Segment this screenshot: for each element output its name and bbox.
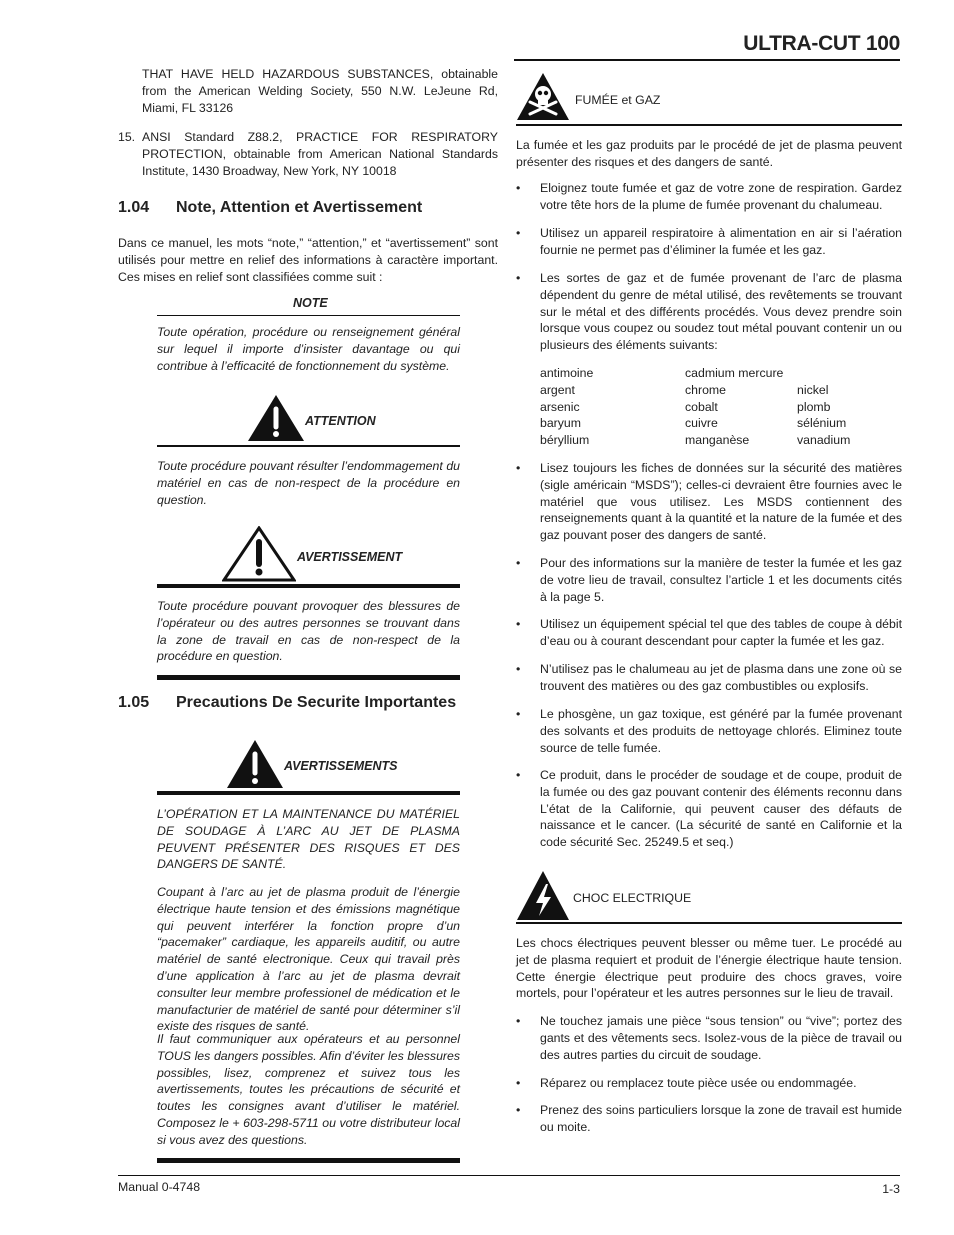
attention-text: Toute procédure pouvant résulter l’endommagement du matériel en cas de non-respect de la procédure en question. <box>157 459 460 507</box>
note-text: Toute opération, procédure ou renseignement général sur lequel il importe d’insister davantage ou qui contribue à l’efficacité de fonctionnement du système. <box>157 325 460 373</box>
bullet-glyph: • <box>516 1014 521 1028</box>
fumes-intro: La fumée et les gaz produits par le procédé de jet de plasma peuvent présenter des risques et des dangers de santé. <box>516 138 902 169</box>
list-item <box>516 1075 902 1092</box>
electric-shock-icon <box>516 870 570 922</box>
list-item <box>516 555 902 606</box>
section-title: Note, Attention et Avertissement <box>176 199 423 216</box>
bullet-text: Prenez des soins particuliers lorsque la zone de travail est humide ou moite. <box>540 1103 902 1134</box>
avertissements-paragraph-2: Coupant à l’arc au jet de plasma produit de l’énergie électrique haute tension et des émissions magnétique qui peuvent interférer la fonction propre d’un “pacemaker” cardiaque, les appareils auditif, ou autre matériel de santé electronique. Ceux qui travail près d’une application à l’arc au jet de plasma devrait consulter leur membre professionel de médication et le manufacturier de matériel de santé pour déterminer s’il existe des risques de santé. <box>157 885 460 1034</box>
reference-15-number: 15. <box>118 130 136 144</box>
warning-icon <box>247 393 305 443</box>
section-1-05-heading <box>118 694 456 712</box>
metal-name: chrome <box>685 382 727 397</box>
header-rule <box>514 59 900 61</box>
list-item <box>516 706 902 757</box>
bullet-text: Lisez toujours les fiches de données sur la sécurité des matières (sigle américain “MSDS”); celles-ci devraient être fournies avec le matériel que vous utilisez. Les MSDS contiennent des renseignements quant à la quantité et la nature de la fumée et des gaz pouvant poser des dangers de santé. <box>540 461 902 543</box>
bullet-text: Les sortes de gaz et de fumée provenant de l’arc de plasma dépendent du genre de métal utilisé, des revêtements se trouvant sur le métal et des différents procédés. Vous devez prendre soin lorsque vous coupez ou soudez tout métal pouvant contenir un ou plusieurs des éléments suivants: <box>540 271 902 353</box>
avertissements-bottom-rule <box>157 1158 460 1163</box>
bullet-glyph: • <box>516 617 521 631</box>
metal-name: cuivre <box>685 416 718 431</box>
note-rule <box>157 315 460 316</box>
metal-name <box>797 365 850 382</box>
bullet-text: Ne touchez jamais une pièce “sous tension” ou “vive”; portez des gants et des vêtements secs. Isolez-vous de la pièce de travail ou des autres parties du circuit de soudage. <box>540 1014 902 1062</box>
metals-column-1 <box>540 365 593 449</box>
shock-rule <box>516 922 902 924</box>
attention-label: ATTENTION <box>305 414 376 428</box>
section-1-04-heading <box>118 199 422 217</box>
metals-column-2 <box>685 365 783 449</box>
reference-continued: THAT HAVE HELD HAZARDOUS SUBSTANCES, obtainable from the American Welding Society, 550 N.W. LeJeune Rd, Miami, FL 33126 <box>142 67 498 115</box>
bullet-text: Utilisez un appareil respiratoire à alimentation en air si l’aération fournie ne permet pas d’éliminer la fumée et les gaz. <box>540 226 902 257</box>
shock-intro: Les chocs électriques peuvent blesser ou même tuer. Le procédé au jet de plasma requiert et produit de l’énergie électrique haute tension. Cette énergie électrique peut produire des chocs graves, voire mortels, pour l’opérateur et les autres personnes sur le lieu de travail. <box>516 936 902 1001</box>
list-item <box>516 270 902 355</box>
fumes-label: FUMÉE et GAZ <box>575 93 661 107</box>
bullet-glyph: • <box>516 226 521 240</box>
section-number: 1.05 <box>118 694 150 711</box>
metal-name: manganèse <box>685 433 750 448</box>
warning-icon <box>226 738 284 790</box>
avertissements-paragraph-3: Il faut communiquer aux opérateurs et au personnel TOUS les dangers possibles. Afin d’éviter les blessures possibles, lisez, comprenez et suivez tous les avertissements, toutes les précautions de sécurité et toutes les consignes avant d’utiliser le matériel. Composez le + 603-298-5711 ou votre distributeur local si vous avez des questions. <box>157 1032 460 1147</box>
metal-name: antimoine <box>540 366 594 380</box>
attention-rule <box>157 445 460 447</box>
bullet-glyph: • <box>516 181 521 195</box>
metal-name: nickel <box>797 382 829 397</box>
bullet-text: Réparez ou remplacez toute pièce usée ou endommagée. <box>540 1076 857 1090</box>
metal-name: plomb <box>797 399 831 414</box>
list-item <box>516 616 902 650</box>
warning-triangle-icon <box>222 526 296 582</box>
metal-name: cadmium mercure <box>685 366 784 380</box>
metal-name: argent <box>540 382 575 397</box>
bullet-glyph: • <box>516 1076 521 1090</box>
bullet-text: Eloignez toute fumée et gaz de votre zone de respiration. Gardez votre tête hors de la plume de fumée provenant du chalumeau. <box>540 181 902 212</box>
avertissements-label: AVERTISSEMENTS <box>284 759 398 773</box>
section-title: Precautions De Securite Importantes <box>176 694 457 711</box>
bullet-text: Ce produit, dans le procéder de soudage et de coupe, produit de la fumée ou des gaz pouvant contenir des éléments reconnu dans L’état de la Californie, qui peuvent causer des défauts de naissance et le cancer. (La sécurité de santé en Californie et la code sécurité Sec. 25249.5 et seq.) <box>540 768 902 850</box>
avertissement-text: Toute procédure pouvant provoquer des blessures de l’opérateur ou des autres personnes se trouvant dans la zone de travail en cas de non-respect de la procédure en question. <box>157 599 460 664</box>
bullet-glyph: • <box>516 768 521 782</box>
note-label: NOTE <box>293 296 328 310</box>
metals-column-3 <box>797 365 850 449</box>
document-title: ULTRA-CUT 100 <box>743 32 900 55</box>
fumes-rule <box>516 124 902 126</box>
footer-rule <box>118 1175 900 1176</box>
bullet-text: Pour des informations sur la manière de tester la fumée et les gaz de votre lieu de travail, consultez l’article 1 et les documents cités à la page 5. <box>540 556 902 604</box>
avertissement-rule <box>157 584 460 588</box>
bullet-glyph: • <box>516 707 521 721</box>
avertissements-rule <box>157 791 460 795</box>
bullet-glyph: • <box>516 662 521 676</box>
section-1-04-intro: Dans ce manuel, les mots “note,” “attention,” et “avertissement” sont utilisés pour mettre en relief des informations à caractère important. Ces mises en relief sont classifiées comme suit : <box>118 236 498 284</box>
list-item <box>516 661 902 695</box>
metals-table <box>540 365 902 451</box>
bullet-text: Utilisez un équipement spécial tel que des tables de coupe à débit d’eau ou à courant descendant pour capter la fumée et les gaz. <box>540 617 902 648</box>
section-number: 1.04 <box>118 199 150 216</box>
list-item <box>516 1013 902 1064</box>
skull-crossbones-icon <box>516 72 570 122</box>
avertissement-bottom-rule <box>157 675 460 680</box>
bullet-glyph: • <box>516 1103 521 1117</box>
list-item <box>516 767 902 852</box>
list-item <box>516 180 902 214</box>
list-item <box>516 225 902 259</box>
avertissement-label: AVERTISSEMENT <box>297 550 403 564</box>
bullet-glyph: • <box>516 556 521 570</box>
metal-name: cobalt <box>685 399 718 414</box>
list-item <box>516 460 902 545</box>
page-number: 1-3 <box>882 1182 900 1196</box>
list-item <box>516 1102 902 1136</box>
metal-name: béryllium <box>540 433 590 448</box>
metal-name: baryum <box>540 416 582 431</box>
metal-name: vanadium <box>797 433 851 448</box>
shock-label: CHOC ELECTRIQUE <box>573 891 692 905</box>
bullet-text: Le phosgène, un gaz toxique, est généré par la fumée provenant des solvants et des produits de nettoyage chlorés. Eliminez toute source de telle fumée. <box>540 707 902 755</box>
manual-number: Manual 0-4748 <box>118 1180 201 1194</box>
reference-15-text: ANSI Standard Z88.2, PRACTICE FOR RESPIRATORY PROTECTION, obtainable from American National Standards Institute, 1430 Broadway, New York, NY 10018 <box>142 130 498 178</box>
avertissements-paragraph-1: L’OPÉRATION ET LA MAINTENANCE DU MATÉRIEL DE SOUDAGE À L’ARC AU JET DE PLASMA PEUVENT PRÉSENTER DES RISQUES ET DES DANGERS DE SANTÉ. <box>157 807 460 872</box>
metal-name: sélénium <box>797 416 847 431</box>
metal-name: arsenic <box>540 399 580 414</box>
bullet-glyph: • <box>516 461 521 475</box>
bullet-text: N’utilisez pas le chalumeau au jet de plasma dans une zone où se trouvent des matières ou des gaz combustibles ou explosifs. <box>540 662 902 693</box>
bullet-glyph: • <box>516 271 521 285</box>
